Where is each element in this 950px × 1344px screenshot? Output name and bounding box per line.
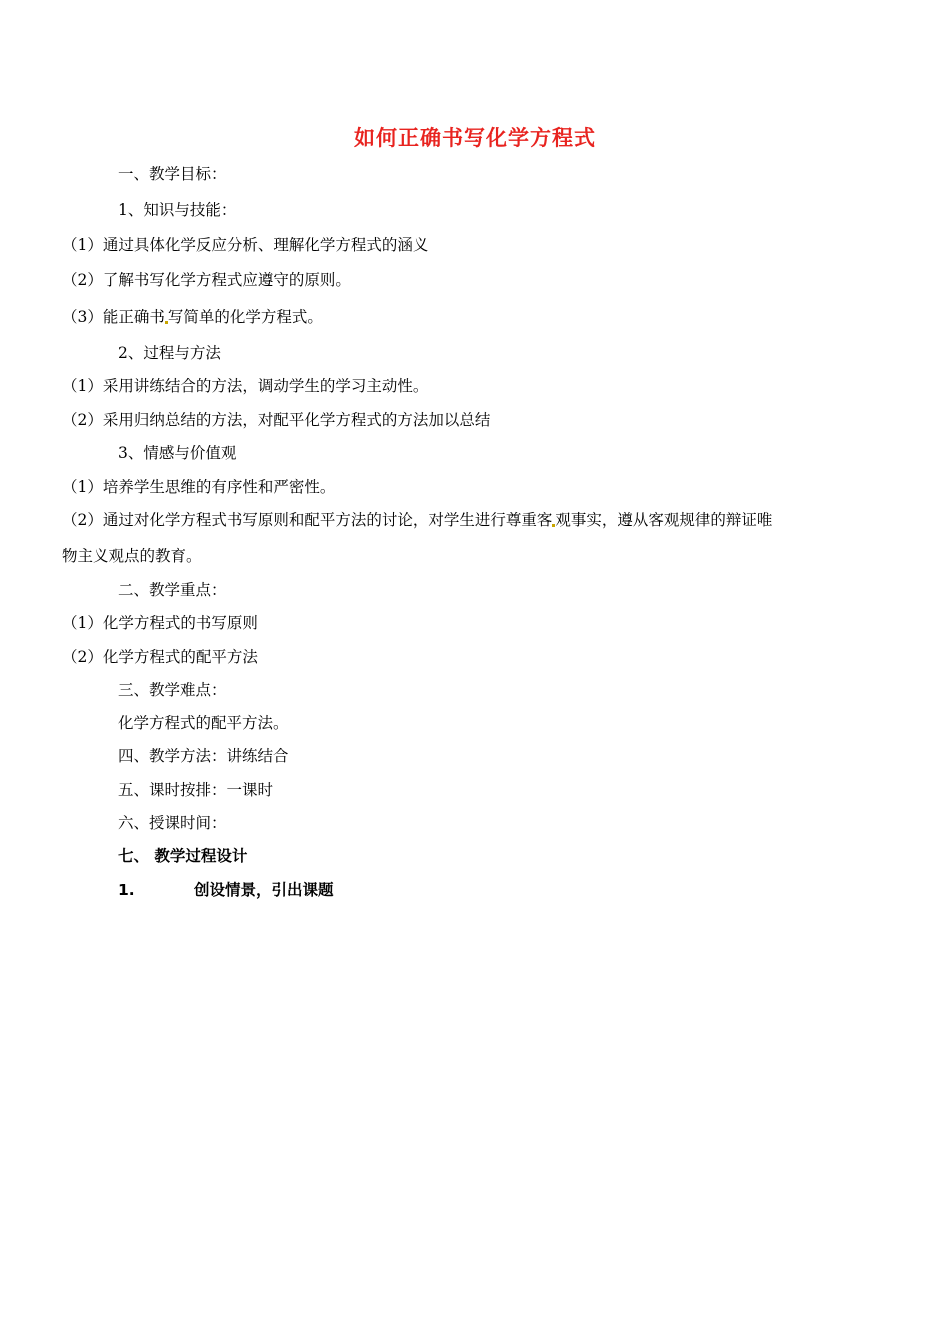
objective-item: （2）了解书写化学方程式应遵守的原则。: [62, 271, 351, 289]
objective-item-continuation: 物主义观点的教育。: [62, 547, 202, 565]
text-fragment: 观事实，遵从客观规律的辩证唯: [555, 511, 773, 529]
text-fragment: （2）通过对化学方程式书写原则和配平方法的讨论，对学生进行尊重客: [62, 511, 553, 529]
section-key-points-heading: 二、教学重点：: [118, 581, 227, 599]
section-teaching-method: 四、教学方法：讲练结合: [118, 747, 289, 765]
key-point-item: （2）化学方程式的配平方法: [62, 648, 258, 666]
section-class-schedule: 五、课时按排：一课时: [118, 781, 274, 799]
step-number: 1.: [118, 881, 135, 899]
objective-item: （1）培养学生思维的有序性和严密性。: [62, 478, 336, 496]
subsection-emotions-values: 3、情感与价值观: [118, 444, 237, 462]
section-objectives-heading: 一、教学目标：: [118, 165, 227, 183]
objective-item: [62, 307, 323, 327]
section-teaching-time: 六、授课时间：: [118, 814, 227, 832]
section-process-design-heading: 七、 教学过程设计: [118, 847, 248, 865]
objective-item: [62, 510, 772, 530]
key-point-item: （1）化学方程式的书写原则: [62, 614, 258, 632]
subsection-knowledge-skills: 1、知识与技能：: [118, 201, 237, 219]
process-step-item: [118, 880, 334, 900]
objective-item: （2）采用归纳总结的方法，对配平化学方程式的方法加以总结: [62, 411, 491, 429]
step-text: 创设情景，引出课题: [194, 881, 334, 899]
text-fragment: （3）能正确书: [62, 308, 165, 326]
section-difficulties-heading: 三、教学难点：: [118, 681, 227, 699]
subsection-process-methods: 2、过程与方法: [118, 344, 221, 362]
objective-item: （1）通过具体化学反应分析、理解化学方程式的涵义: [62, 236, 429, 254]
difficulty-item: 化学方程式的配平方法。: [118, 714, 289, 732]
objective-item: （1）采用讲练结合的方法，调动学生的学习主动性。: [62, 377, 429, 395]
document-title: 如何正确书写化学方程式: [354, 125, 596, 150]
text-fragment: 写简单的化学方程式。: [167, 308, 323, 326]
